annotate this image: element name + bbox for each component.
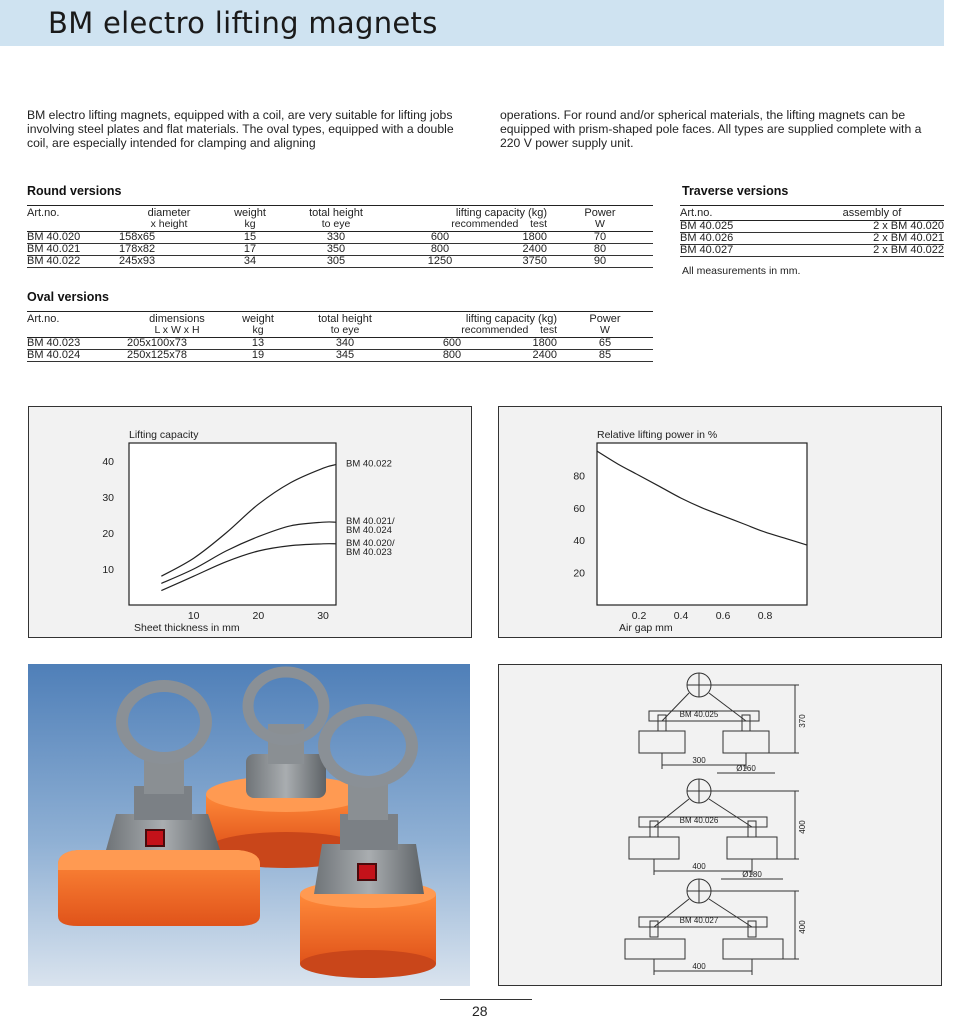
x-tick-label: 30 xyxy=(317,610,329,622)
x-tick-label: 0.4 xyxy=(673,610,689,622)
lifting-capacity-chart xyxy=(29,407,470,636)
cell-height: 305 xyxy=(281,256,391,268)
cell-dim: 158x65 xyxy=(119,232,219,244)
traverse-technical-drawing xyxy=(499,665,940,984)
cell-artno: BM 40.020 xyxy=(27,232,119,244)
height-dimension: 370 xyxy=(798,714,807,728)
x-axis-label: Air gap mm xyxy=(619,622,673,634)
cell-recommended: 600 xyxy=(401,338,503,350)
cell-height: 350 xyxy=(281,244,391,256)
table-row xyxy=(680,245,944,257)
intro-text-col1: BM electro lifting magnets, equipped with a coil, are very suitable for lifting jobs involving steel plates and flat materials. The oval types, equipped with a double coil, are especially intended for clamping and aligning xyxy=(27,108,454,150)
product-photo xyxy=(28,664,470,986)
table-row xyxy=(27,244,653,256)
cell-assembly: 2 x BM 40.022 xyxy=(800,245,944,257)
cell-height: 340 xyxy=(289,338,401,350)
y-tick-label: 40 xyxy=(573,535,585,548)
table-row xyxy=(680,233,944,245)
y-tick-label: 30 xyxy=(102,492,114,504)
col-diameter: diameter x height xyxy=(119,206,219,232)
cell-weight: 34 xyxy=(219,256,281,268)
intro-text-col2: operations. For round and/or spherical materials, the lifting magnets can be equipped with prism-shaped pole faces. All types are supplied complete with a 220 V power supply unit. xyxy=(500,108,922,150)
traverse-versions-table xyxy=(680,205,944,257)
cell-artno: BM 40.025 xyxy=(680,221,800,233)
cell-artno: BM 40.023 xyxy=(27,338,127,350)
table-row xyxy=(27,256,653,268)
cell-power: 70 xyxy=(547,232,653,244)
table-row xyxy=(27,232,653,244)
y-tick-label: 20 xyxy=(102,528,114,540)
series-label: BM 40.021/ BM 40.024 xyxy=(346,516,395,537)
unit-label: BM 40.025 xyxy=(679,710,719,719)
oval-versions-title: Oval versions xyxy=(27,290,109,304)
col-assembly: assembly of xyxy=(800,206,944,221)
cell-recommended: 800 xyxy=(401,350,503,362)
col-lifting-capacity: lifting capacity (kg) recommended test xyxy=(391,206,547,232)
lifting-capacity-panel xyxy=(28,406,472,638)
cell-height: 345 xyxy=(289,350,401,362)
cell-dim: 250x125x78 xyxy=(127,350,227,362)
cell-assembly: 2 x BM 40.021 xyxy=(800,233,944,245)
col-artno: Art.no. xyxy=(27,312,127,338)
width-dimension: 400 xyxy=(692,962,706,971)
cell-recommended: 800 xyxy=(391,244,489,256)
cell-power: 90 xyxy=(547,256,653,268)
cell-power: 85 xyxy=(557,350,653,362)
cell-artno: BM 40.022 xyxy=(27,256,119,268)
chart-title: Relative lifting power in % xyxy=(597,429,718,441)
measurements-note: All measurements in mm. xyxy=(682,265,801,277)
relative-lifting-power-panel xyxy=(498,406,942,638)
cell-artno: BM 40.026 xyxy=(680,233,800,245)
table-row xyxy=(680,221,944,233)
col-dimensions: dimensions L x W x H xyxy=(127,312,227,338)
oval-versions-table xyxy=(27,311,653,362)
x-axis-label: Sheet thickness in mm xyxy=(134,622,240,634)
relative-lifting-power-chart xyxy=(499,407,940,636)
diameter-dimension: Ø180 xyxy=(742,870,762,879)
cell-recommended: 1250 xyxy=(391,256,489,268)
cell-artno: BM 40.027 xyxy=(680,245,800,257)
cell-power: 80 xyxy=(547,244,653,256)
footer-rule xyxy=(440,999,532,1000)
traverse-unit-drawing xyxy=(625,879,807,975)
col-weight: weight kg xyxy=(219,206,281,232)
cell-dim: 178x82 xyxy=(119,244,219,256)
table-header-row xyxy=(27,206,653,232)
cell-test: 1800 xyxy=(489,232,547,244)
x-tick-label: 20 xyxy=(252,610,265,622)
diameter-dimension: Ø160 xyxy=(736,764,756,773)
cell-test: 2400 xyxy=(489,244,547,256)
cell-test: 1800 xyxy=(503,338,557,350)
col-lifting-capacity: lifting capacity (kg) recommended test xyxy=(401,312,557,338)
traverse-versions-title: Traverse versions xyxy=(682,184,789,198)
cell-artno: BM 40.024 xyxy=(27,350,127,362)
cell-weight: 15 xyxy=(219,232,281,244)
col-power: Power W xyxy=(547,206,653,232)
cell-weight: 17 xyxy=(219,244,281,256)
table-header-row xyxy=(27,312,653,338)
cell-height: 330 xyxy=(281,232,391,244)
cell-assembly: 2 x BM 40.020 xyxy=(800,221,944,233)
width-dimension: 400 xyxy=(692,862,706,871)
series-label: BM 40.022 xyxy=(346,458,392,470)
x-tick-label: 0.6 xyxy=(715,610,731,622)
cell-artno: BM 40.021 xyxy=(27,244,119,256)
chart-title: Lifting capacity xyxy=(129,429,199,441)
cell-test: 3750 xyxy=(489,256,547,268)
y-tick-label: 60 xyxy=(573,502,585,515)
col-artno: Art.no. xyxy=(27,206,119,232)
cell-recommended: 600 xyxy=(391,232,489,244)
title-bar xyxy=(0,0,944,46)
page-number: 28 xyxy=(472,1003,488,1019)
series-label: BM 40.020/ BM 40.023 xyxy=(346,537,395,558)
col-power: Power W xyxy=(557,312,653,338)
table-header-row xyxy=(680,206,944,221)
col-total-height: total height to eye xyxy=(289,312,401,338)
col-artno: Art.no. xyxy=(680,206,800,221)
y-tick-label: 20 xyxy=(573,567,585,580)
unit-label: BM 40.026 xyxy=(679,816,719,825)
cell-dim: 245x93 xyxy=(119,256,219,268)
height-dimension: 400 xyxy=(798,920,807,934)
cell-power: 65 xyxy=(557,338,653,350)
y-tick-label: 10 xyxy=(102,564,114,576)
col-total-height: total height to eye xyxy=(281,206,391,232)
y-tick-label: 40 xyxy=(102,456,114,468)
x-tick-label: 0.8 xyxy=(757,610,773,622)
cell-test: 2400 xyxy=(503,350,557,362)
table-row xyxy=(27,350,653,362)
x-tick-label: 0.2 xyxy=(631,610,647,622)
traverse-unit-drawing xyxy=(639,673,807,773)
traverse-unit-drawing xyxy=(629,779,807,879)
height-dimension: 400 xyxy=(798,820,807,834)
plot-area xyxy=(597,443,807,605)
round-versions-table xyxy=(27,205,653,268)
cell-weight: 13 xyxy=(227,338,289,350)
col-weight: weight kg xyxy=(227,312,289,338)
unit-label: BM 40.027 xyxy=(679,916,719,925)
y-tick-label: 80 xyxy=(573,470,585,483)
width-dimension: 300 xyxy=(692,756,706,765)
cell-weight: 19 xyxy=(227,350,289,362)
traverse-drawing-panel xyxy=(498,664,942,986)
round-versions-title: Round versions xyxy=(27,184,122,198)
cell-dim: 205x100x73 xyxy=(127,338,227,350)
table-row xyxy=(27,338,653,350)
x-tick-label: 10 xyxy=(187,610,200,622)
lifting-magnets-photo-illustration xyxy=(28,664,470,986)
page-title: BM electro lifting magnets xyxy=(48,6,438,40)
